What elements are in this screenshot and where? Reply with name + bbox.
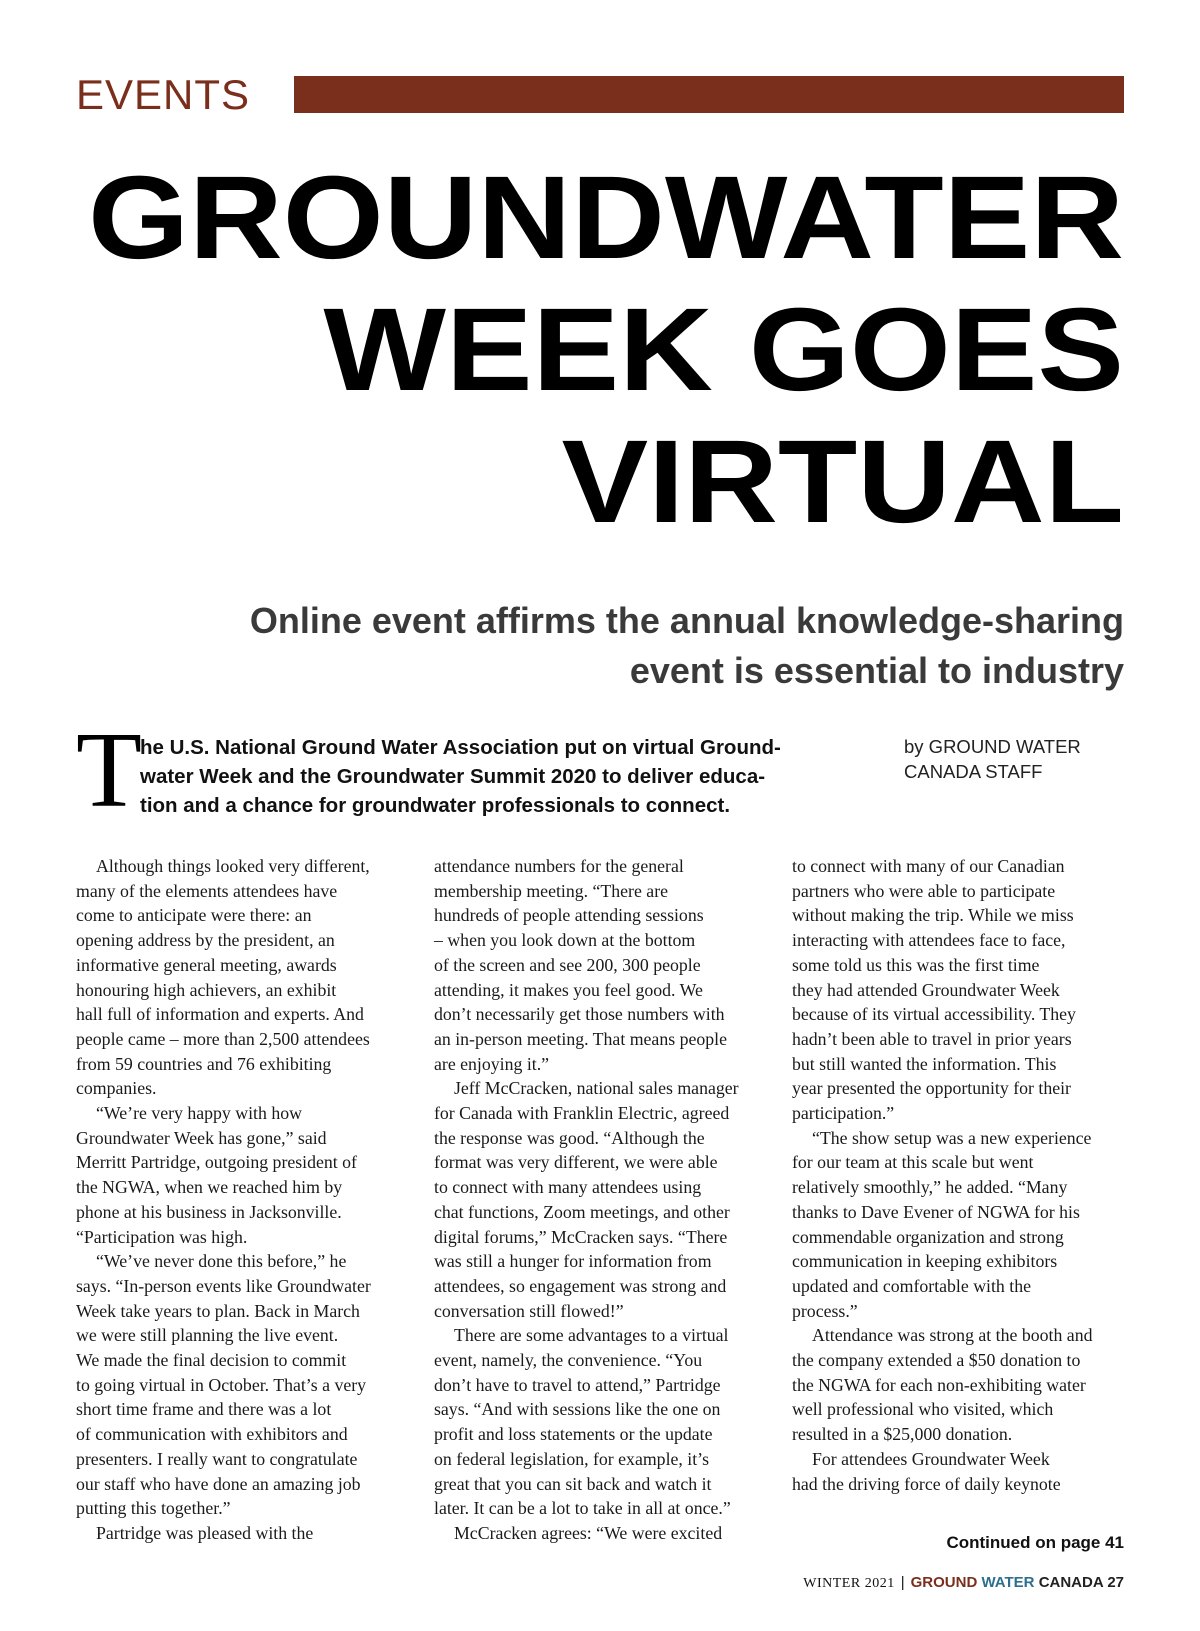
body-text-line: the NGWA for each non-exhibiting water <box>792 1374 1086 1395</box>
body-text-line: “We’ve never done this before,” he <box>96 1251 347 1272</box>
body-text-line: the NGWA, when we reached him by <box>76 1177 343 1198</box>
body-column-3 <box>792 854 1132 1496</box>
body-text-line: honouring high achievers, an exhibit <box>76 979 337 1000</box>
body-text-line: the company extended a $50 donation to <box>792 1350 1081 1371</box>
continued-note: Continued on page 41 <box>946 1533 1124 1552</box>
body-text-line: companies. <box>76 1078 157 1099</box>
body-text-line: had the driving force of daily keynote <box>792 1473 1061 1494</box>
body-column-1 <box>76 854 416 1546</box>
body-text-line: to connect with many attendees using <box>434 1177 702 1198</box>
body-text-line: later. It can be a lot to take in all at once.” <box>434 1498 731 1519</box>
body-text-line: come to anticipate were there: an <box>76 905 312 926</box>
body-text-line: informative general meeting, awards <box>76 954 337 975</box>
body-text-line: on federal legislation, for example, it’s <box>434 1448 710 1469</box>
body-text-line: of the screen and see 200, 300 people <box>434 954 701 975</box>
body-text-line: “We’re very happy with how <box>96 1103 302 1124</box>
body-text-line: “Participation was high. <box>76 1226 248 1247</box>
intro-line: tion and a chance for groundwater professionals to connect. <box>140 794 731 817</box>
intro-line: water Week and the Groundwater Summit 2020 to deliver educa- <box>140 765 766 788</box>
body-text-line: interacting with attendees face to face, <box>792 930 1066 951</box>
body-text-line: to connect with many of our Canadian <box>792 856 1065 876</box>
body-text-line: people came – more than 2,500 attendees <box>76 1028 370 1049</box>
body-text-line: for our team at this scale but went <box>792 1152 1034 1173</box>
body-text-line: our staff who have done an amazing job <box>76 1473 361 1494</box>
body-text-line: some told us this was the first time <box>792 954 1040 975</box>
headline-line: GROUNDWATER <box>88 152 1125 284</box>
body-text-line: opening address by the president, an <box>76 930 335 951</box>
body-text-line: they had attended Groundwater Week <box>792 979 1060 1000</box>
body-text-line: thanks to Dave Evener of NGWA for his <box>792 1201 1080 1222</box>
footer-separator: | <box>900 1574 905 1591</box>
body-text-line: updated and comfortable with the <box>792 1275 1031 1296</box>
headline <box>0 152 1124 548</box>
body-text-line: from 59 countries and 76 exhibiting <box>76 1053 332 1074</box>
body-text-line: the response was good. “Although the <box>434 1127 705 1148</box>
body-text-line: hundreds of people attending sessions <box>434 905 704 926</box>
body-text-line: Although things looked very different, <box>96 856 370 876</box>
deck-subtitle <box>120 596 1124 696</box>
body-text-line: well professional who visited, which <box>792 1399 1054 1420</box>
body-text-line: says. “In-person events like Groundwater <box>76 1275 371 1296</box>
body-text-line: communication in keeping exhibitors <box>792 1251 1058 1272</box>
byline-line: CANADA STAFF <box>904 761 1043 782</box>
body-text-line: – when you look down at the bottom <box>434 930 696 951</box>
body-text-line: putting this together.” <box>76 1498 231 1519</box>
body-text-line: hall full of information and experts. And <box>76 1004 364 1025</box>
body-text-line: without making the trip. While we miss <box>792 905 1074 926</box>
body-text-line: attendance numbers for the general <box>434 856 684 876</box>
body-text-line: great that you can sit back and watch it <box>434 1473 712 1494</box>
body-text-line: many of the elements attendees have <box>76 880 338 901</box>
body-text-line: Partridge was pleased with the <box>96 1522 314 1543</box>
body-text-line: digital forums,” McCracken says. “There <box>434 1226 728 1247</box>
intro-line: he U.S. National Ground Water Association put on virtual Ground- <box>140 736 781 759</box>
intro-paragraph <box>140 733 880 820</box>
body-text-line: but still wanted the information. This <box>792 1053 1057 1074</box>
body-text-line: chat functions, Zoom meetings, and other <box>434 1201 730 1222</box>
brand-word-canada: CANADA <box>1038 1574 1104 1591</box>
deck-line: event is essential to industry <box>629 650 1124 691</box>
deck-line: Online event affirms the annual knowledge-sharing <box>249 600 1124 641</box>
section-header <box>76 73 1124 117</box>
body-column-2 <box>434 854 774 1546</box>
body-text-line: conversation still flowed!” <box>434 1300 624 1321</box>
body-text-line: format was very different, we were able <box>434 1152 718 1173</box>
body-text-line: participation.” <box>792 1103 895 1124</box>
body-text-line: don’t have to travel to attend,” Partridge <box>434 1374 721 1395</box>
body-text-line: because of its virtual accessibility. They <box>792 1004 1076 1025</box>
body-text-line: says. “And with sessions like the one on <box>434 1399 721 1420</box>
body-text-line: “The show setup was a new experience <box>812 1127 1092 1148</box>
body-text-line: For attendees Groundwater Week <box>812 1448 1050 1469</box>
body-text-line: to going virtual in October. That’s a very <box>76 1374 367 1395</box>
body-text-line: profit and loss statements or the update <box>434 1424 713 1445</box>
headline-line: VIRTUAL <box>561 416 1124 548</box>
body-text-line: Attendance was strong at the booth and <box>812 1325 1093 1346</box>
body-text-line: relatively smoothly,” he added. “Many <box>792 1177 1068 1198</box>
body-text-line: commendable organization and strong <box>792 1226 1064 1247</box>
body-text-line: of communication with exhibitors and <box>76 1424 348 1445</box>
body-text-line: attendees, so engagement was strong and <box>434 1275 727 1296</box>
byline-line: by GROUND WATER <box>904 736 1081 757</box>
body-text-line: membership meeting. “There are <box>434 880 669 901</box>
body-text-line: we were still planning the live event. <box>76 1325 339 1346</box>
headline-line: WEEK GOES <box>323 284 1125 416</box>
body-text-line: presenters. I really want to congratulate <box>76 1448 358 1469</box>
brand-word-ground: GROUND <box>910 1574 978 1591</box>
body-text-line: partners who were able to participate <box>792 880 1056 901</box>
drop-cap: T <box>76 711 142 830</box>
body-text-line: year presented the opportunity for their <box>792 1078 1071 1099</box>
body-text-line: Week take years to plan. Back in March <box>76 1300 360 1321</box>
body-text-line: hadn’t been able to travel in prior years <box>792 1028 1072 1049</box>
body-text-line: McCracken agrees: “We were excited <box>454 1522 723 1543</box>
byline <box>904 734 1144 784</box>
body-text-line: There are some advantages to a virtual <box>454 1325 729 1346</box>
page-number: 27 <box>1107 1574 1124 1591</box>
section-rule <box>294 76 1124 113</box>
issue-date: WINTER 2021 <box>803 1576 895 1591</box>
body-text-line: short time frame and there was a lot <box>76 1399 332 1420</box>
body-text-line: don’t necessarily get those numbers with <box>434 1004 725 1025</box>
body-text-line: for Canada with Franklin Electric, agreed <box>434 1103 730 1124</box>
body-text-line: attending, it makes you feel good. We <box>434 979 703 1000</box>
body-text-line: are enjoying it.” <box>434 1053 550 1074</box>
body-text-line: an in-person meeting. That means people <box>434 1028 727 1049</box>
body-text-line: process.” <box>792 1300 858 1321</box>
body-text-line: event, namely, the convenience. “You <box>434 1350 703 1371</box>
body-text-line: Merritt Partridge, outgoing president of <box>76 1152 357 1173</box>
body-text-line: Jeff McCracken, national sales manager <box>454 1078 739 1099</box>
body-text-line: resulted in a $25,000 donation. <box>792 1424 1013 1445</box>
brand-word-water: WATER <box>981 1574 1035 1591</box>
body-text-line: phone at his business in Jacksonville. <box>76 1201 342 1222</box>
body-text-line: Groundwater Week has gone,” said <box>76 1127 327 1148</box>
section-label: EVENTS <box>76 71 251 118</box>
body-text-line: was still a hunger for information from <box>434 1251 712 1272</box>
body-text-line: We made the final decision to commit <box>76 1350 347 1371</box>
page-footer <box>803 1574 1124 1592</box>
